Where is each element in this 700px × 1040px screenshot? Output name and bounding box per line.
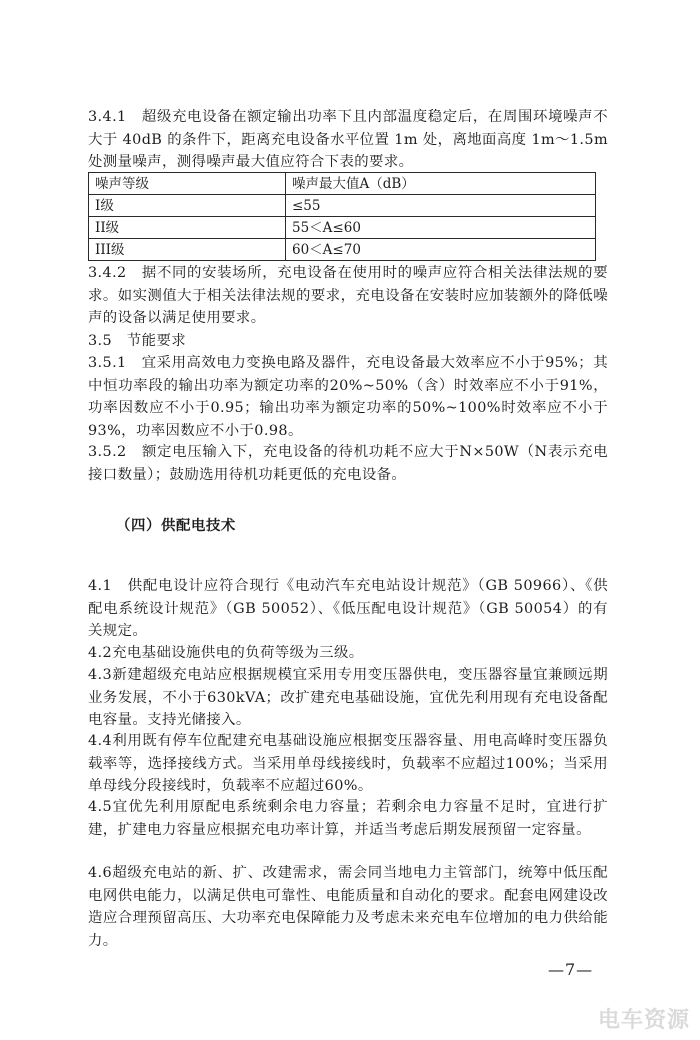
table-cell: ≤55 [286,195,596,217]
paragraph-3-4-2: 3.4.2 据不同的安装场所，充电设备在使用时的噪声应符合相关法律法规的要求。如实测值大于相关法律法规的要求，充电设备在安装时应加装额外的降低噪声的设备以满足使用要求。 [88,265,608,326]
paragraph-3-5-2: 3.5.2 额定电压输入下，充电设备的待机功耗不应大于N×50W（N表示充电接口数量）；鼓励选用待机功耗更低的充电设备。 [88,444,608,483]
section-heading-3-5: 3.5 节能要求 [88,333,187,349]
paragraph-3-4-1: 3.4.1 超级充电设备在额定输出功率下且内部温度稳定后，在周围环境噪声不大于 40dB 的条件下，距离充电设备水平位置 1m 处，离地面高度 1m～1.5m 处测量噪声，测得噪声最大值应符合下表的要求。 [88,109,608,170]
paragraph-4-5: 4.5宜优先利用原配电系统剩余电力容量；若剩余电力容量不足时，宜进行扩建，扩建电力容量应根据充电功率计算，并适当考虑后期发展预留一定容量。 [88,799,608,838]
paragraph-4-4: 4.4利用既有停车位配建充电基础设施应根据变压器容量、用电高峰时变压器负载率等，选择接线方式。当采用单母线接线时，负载率不应超过100%；当采用单母线分段接线时，负载率不应超过60%。 [88,733,608,794]
paragraph-4-2: 4.2充电基础设施供电的负荷等级为三级。 [88,645,364,661]
table-header-cell: 噪声等级 [89,173,286,195]
noise-level-table [88,172,596,261]
table-row [89,217,596,239]
paragraph-4-6: 4.6超级充电站的新、扩、改建需求，需会同当地电力主管部门，统筹中低压配电网供电能力，以满足供电可靠性、电能质量和自动化的要求。配套电网建设改造应合理预留高压、大功率充电保障能力及考虑未来充电车位增加的电力供给能力。 [88,865,608,949]
paragraph-3-5-1: 3.5.1 宜采用高效电力变换电路及器件，充电设备最大效率应不小于95%；其中恒功率段的输出功率为额定功率的20%~50%（含）时效率应不小于91%，功率因数应不小于0.95；输出功率为额定功率的50%~100%时效率应不小于93%，功率因数应不小于0.98。 [88,355,608,439]
table-cell: III级 [89,239,286,261]
table-header-row [89,173,596,195]
page-number: —7— [548,960,594,979]
table-cell: I级 [89,195,286,217]
paragraph-4-1: 4.1 供配电设计应符合现行《电动汽车充电站设计规范》（GB 50966）、《供配电系统设计规范》（GB 50052）、《低压配电设计规范》（GB 50054）的有关规定。 [88,578,608,639]
table-cell: II级 [89,217,286,239]
table-row [89,239,596,261]
table-header-cell: 噪声最大值A（dB） [286,173,596,195]
table-cell: 60＜A≤70 [286,239,596,261]
watermark-logo: 电车资源 [597,1008,690,1033]
table-cell: 55＜A≤60 [286,217,596,239]
paragraph-4-3: 4.3新建超级充电站应根据规模宜采用专用变压器供电，变压器容量宜兼顾远期业务发展，不小于630kVA；改扩建充电基础设施，宜优先利用现有充电设备配电容量。支持光储接入。 [88,667,608,728]
section-heading-power-supply: （四）供配电技术 [116,517,236,534]
table-row [89,195,596,217]
